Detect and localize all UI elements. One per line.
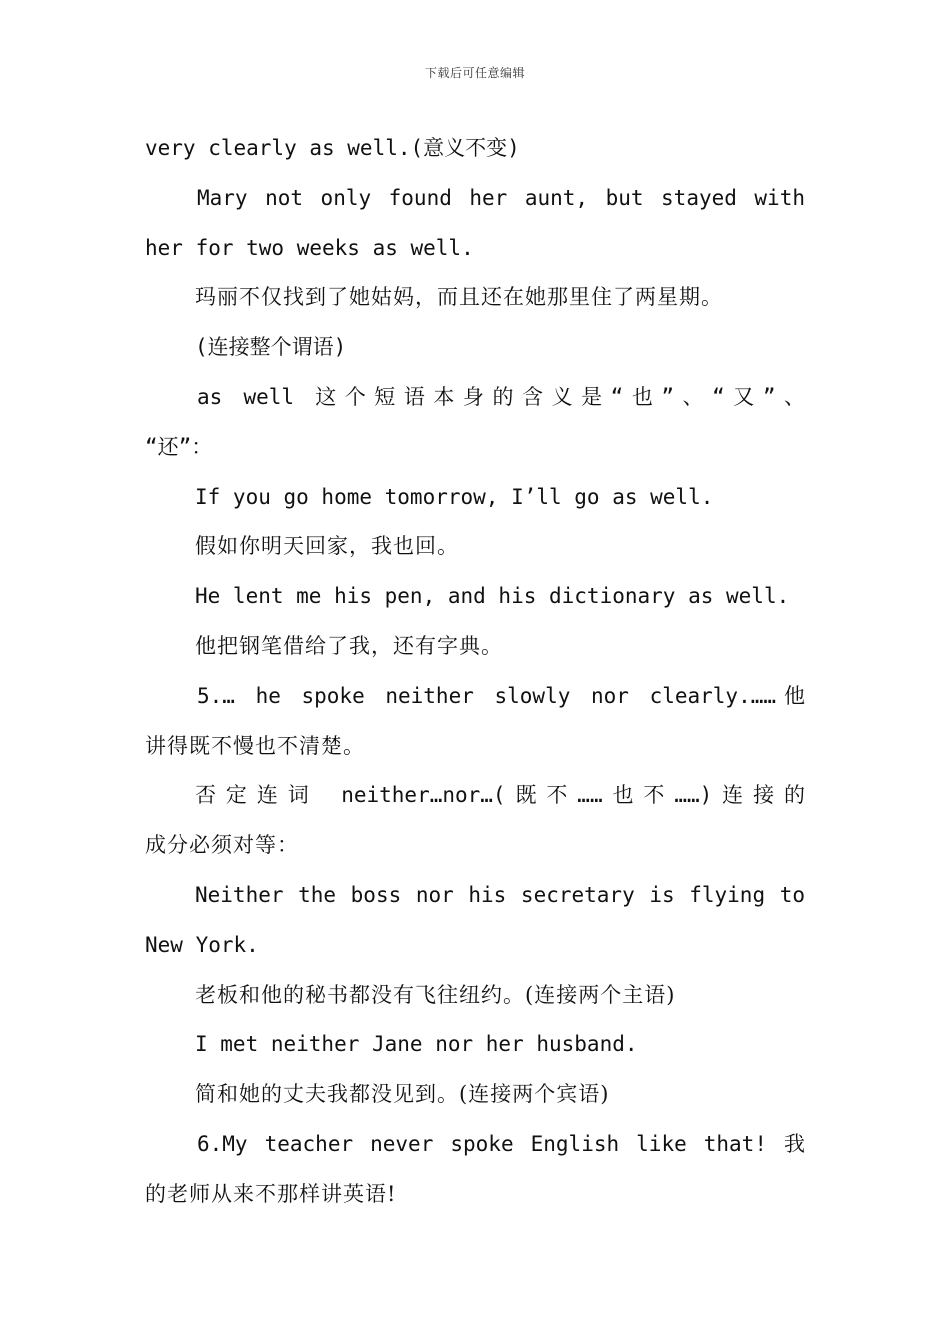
text-line: 假如你明天回家，我也回。 [195,534,459,559]
text-line: as well 这个短语本身的含义是“也”、“又”、 [197,384,805,409]
text-line: 老板和他的秘书都没有飞往纽约。(连接两个主语) [195,982,676,1007]
text-line: 5.… he spoke neither slowly nor clearly.……他 [197,683,805,708]
text-line: Neither the boss nor his secretary is flying to [195,882,805,907]
text-line: Mary not only found her aunt, but stayed with [197,185,805,210]
text-line: 否定连词 neither…nor…(既不……也不……)连接的 [195,783,805,808]
text-line: 的老师从来不那样讲英语! [145,1181,397,1206]
text-line: 他把钢笔借给了我，还有字典。 [195,633,503,658]
text-line: her for two weeks as well. [145,235,474,260]
text-line: If you go home tomorrow, I’ll go as well. [195,484,714,509]
text-line: “还”： [145,434,213,459]
document-body [145,124,805,1220]
text-line: 简和她的丈夫我都没见到。(连接两个宾语) [195,1082,610,1107]
text-line: 讲得既不慢也不清楚。 [145,733,365,758]
text-line: 玛丽不仅找到了她姑妈，而且还在她那里住了两星期。 [195,285,723,310]
text-line: New York. [145,932,259,957]
text-line: He lent me his pen, and his dictionary as well. [195,584,790,609]
text-line: very clearly as well.(意义不变) [145,136,520,160]
text-line: 6.My teacher never spoke English like that! 我 [197,1131,805,1156]
text-line: I met neither Jane nor her husband. [195,1032,638,1057]
text-line: (连接整个谓语) [195,335,347,360]
text-line: 成分必须对等： [145,833,299,858]
page-header: 下载后可任意编辑 [424,66,525,80]
